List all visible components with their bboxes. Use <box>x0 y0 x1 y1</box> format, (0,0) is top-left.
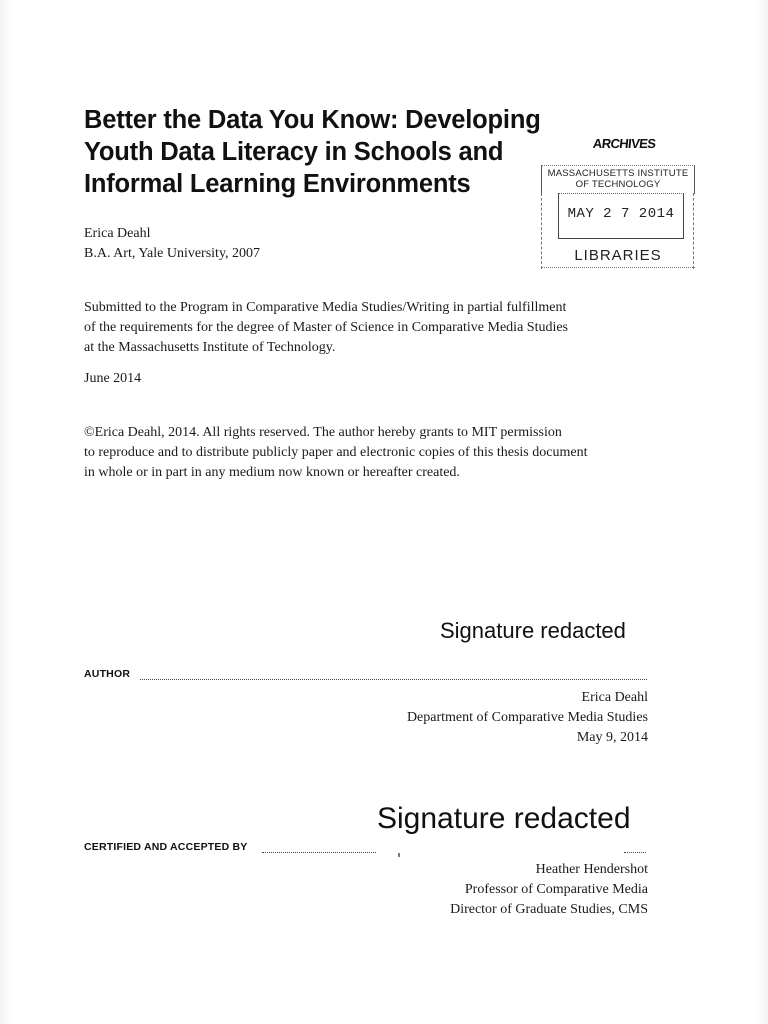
certifier-title-2: Director of Graduate Studies, CMS <box>450 902 648 917</box>
author-signer-name: Erica Deahl <box>581 690 648 705</box>
copyright-line: to reproduce and to distribute publicly paper and electronic copies of this thesis document <box>84 445 588 460</box>
submission-date: June 2014 <box>84 371 142 386</box>
copyright-line: in whole or in part in any medium now known or hereafter created. <box>84 465 460 480</box>
copyright-line: ©Erica Deahl, 2014. All rights reserved. The author hereby grants to MIT permission <box>84 425 562 440</box>
certifier-signature-label: CERTIFIED AND ACCEPTED BY <box>84 841 248 853</box>
certifier-signature-redacted: Signature redacted <box>377 802 631 835</box>
submission-line: of the requirements for the degree of Master of Science in Comparative Media Studies <box>84 320 569 335</box>
stamp-libraries: LIBRARIES <box>574 247 662 264</box>
title-line: Informal Learning Environments <box>84 170 471 198</box>
certifier-signature-line <box>262 852 376 853</box>
submission-line: at the Massachusetts Institute of Technology. <box>84 340 336 355</box>
scan-speck <box>398 853 400 857</box>
certifier-signature-line-end <box>624 852 646 853</box>
certifier-signature-details <box>450 860 648 920</box>
title-line: Better the Data You Know: Developing <box>84 106 541 134</box>
stamp-date-box <box>558 193 684 239</box>
stamp-institution-line1: MASSACHUSETTS INSTITUTE <box>547 168 689 179</box>
thesis-title <box>84 104 604 200</box>
scan-edge-left <box>0 0 14 1024</box>
author-signature-details <box>407 688 648 748</box>
author-name: Erica Deahl <box>84 226 151 241</box>
author-signer-department: Department of Comparative Media Studies <box>406 710 648 725</box>
stamp-border-bottom <box>541 267 695 268</box>
archives-stamp-label: ARCHIVES <box>592 136 657 151</box>
author-signer-date: May 9, 2014 <box>576 730 648 745</box>
author-degree: B.A. Art, Yale University, 2007 <box>84 246 261 261</box>
library-received-stamp <box>541 165 695 269</box>
author-signature-line <box>140 679 647 680</box>
submission-line: Submitted to the Program in Comparative Media Studies/Writing in partial fulfillment <box>84 300 567 315</box>
scan-edge-right <box>754 0 768 1024</box>
author-block <box>84 224 260 264</box>
certifier-name: Heather Hendershot <box>535 862 648 877</box>
certifier-title-1: Professor of Comparative Media <box>464 882 648 897</box>
title-line: Youth Data Literacy in Schools and <box>84 138 504 166</box>
stamp-institution-line2: OF TECHNOLOGY <box>575 179 661 190</box>
author-signature-label: AUTHOR <box>84 668 131 680</box>
stamp-date: MAY 2 7 2014 <box>567 206 675 222</box>
submission-statement <box>84 298 568 358</box>
author-signature-redacted: Signature redacted <box>440 618 626 643</box>
copyright-statement <box>84 423 587 483</box>
